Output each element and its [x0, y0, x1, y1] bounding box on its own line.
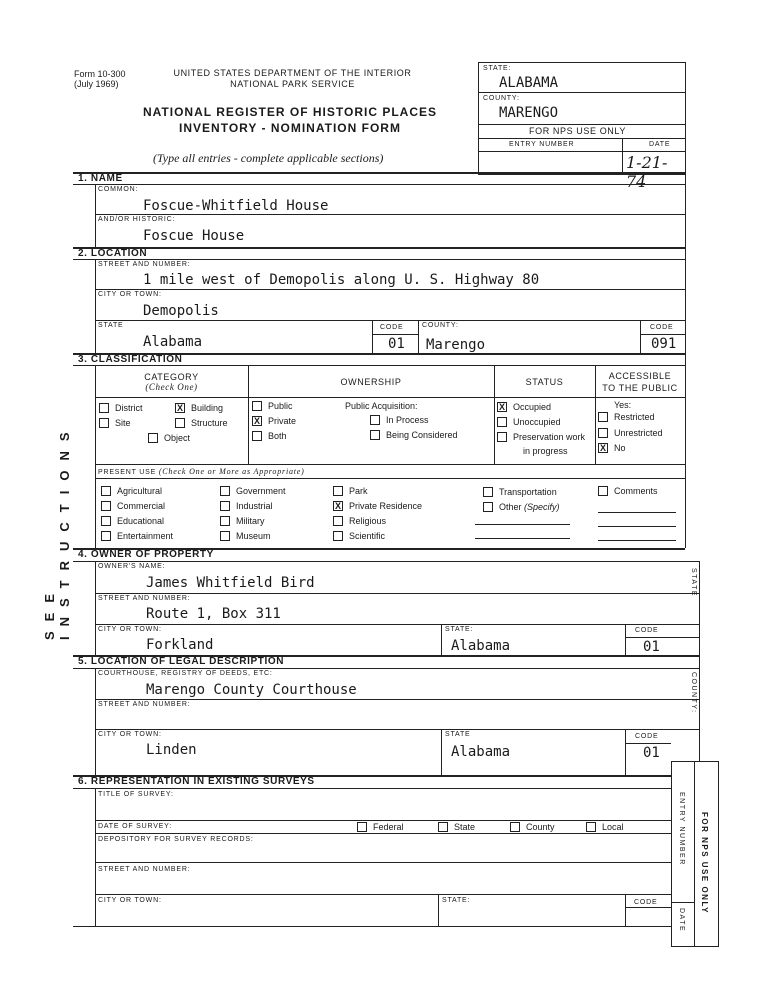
legal-code: 01: [643, 745, 660, 761]
form-title: [130, 104, 450, 136]
other-checkbox[interactable]: [483, 502, 493, 512]
owner-code-label: CODE: [635, 627, 659, 634]
use-entertainment[interactable]: Entertainment: [101, 531, 173, 541]
present-use-label: [98, 467, 305, 476]
category-district[interactable]: District: [99, 403, 143, 413]
use-government[interactable]: Government: [220, 486, 286, 496]
status-preservation[interactable]: Preservation work: [497, 432, 585, 442]
owner-state: Alabama: [451, 638, 511, 654]
form-number: [74, 69, 126, 89]
no-checkbox[interactable]: X: [599, 443, 606, 453]
comments-checkbox[interactable]: [598, 486, 608, 496]
entry-number-label: ENTRY NUMBER: [509, 141, 575, 148]
entertainment-checkbox[interactable]: [101, 531, 111, 541]
accessible-header: [595, 370, 685, 394]
nps-side-entry-number: ENTRY NUMBER: [678, 792, 685, 866]
use-museum[interactable]: Museum: [220, 531, 271, 541]
courthouse: Marengo County Courthouse: [146, 682, 357, 698]
date-label: DATE: [649, 141, 671, 148]
survey-state[interactable]: State: [438, 822, 475, 832]
survey-state-label: STATE:: [442, 897, 471, 904]
use-commercial[interactable]: Commercial: [101, 501, 165, 511]
district-checkbox[interactable]: [99, 403, 109, 413]
federal-checkbox[interactable]: [357, 822, 367, 832]
unrestricted-checkbox[interactable]: [598, 428, 608, 438]
ownership-both[interactable]: Both: [252, 431, 287, 441]
legal-side-county: COUNTY:: [690, 672, 697, 714]
section-owner-heading: 4. OWNER OF PROPERTY: [78, 549, 214, 560]
section-classification-heading: 3. CLASSIFICATION: [78, 354, 183, 365]
status-unoccupied[interactable]: Unoccupied: [497, 417, 561, 427]
in-process-checkbox[interactable]: [370, 415, 380, 425]
accessible-unrestricted[interactable]: Unrestricted: [598, 428, 663, 438]
status-occupied[interactable]: X Occupied: [498, 402, 552, 412]
courthouse-label: COURTHOUSE, REGISTRY OF DEEDS, ETC:: [98, 670, 273, 677]
use-park[interactable]: Park: [333, 486, 368, 496]
accessible-yes: Yes:: [614, 400, 632, 410]
commercial-checkbox[interactable]: [101, 501, 111, 511]
legal-state: Alabama: [451, 744, 511, 760]
agricultural-checkbox[interactable]: [101, 486, 111, 496]
preservation-checkbox[interactable]: [497, 432, 507, 442]
use-industrial[interactable]: Industrial: [220, 501, 273, 511]
title-line-2: INVENTORY - NOMINATION FORM: [179, 121, 401, 135]
accessible-no[interactable]: X No: [599, 443, 626, 453]
use-military[interactable]: Military: [220, 516, 265, 526]
state-box-county: MARENGO: [499, 105, 559, 121]
use-comments[interactable]: Comments: [598, 486, 658, 496]
nps-use-only-label: FOR NPS USE ONLY: [529, 126, 626, 136]
category-header-text: CATEGORY: [144, 372, 199, 382]
location-county-label: COUNTY:: [422, 322, 459, 329]
unoccupied-checkbox[interactable]: [497, 417, 507, 427]
religious-checkbox[interactable]: [333, 516, 343, 526]
location-city: Demopolis: [143, 303, 219, 319]
state-box: [478, 62, 686, 191]
use-other[interactable]: Other (Specify): [483, 502, 560, 512]
private-checkbox[interactable]: X: [253, 416, 260, 426]
owner-code: 01: [643, 639, 660, 655]
ownership-private[interactable]: X Private: [253, 416, 297, 426]
location-state-code: 01: [388, 336, 405, 352]
form-id: Form 10-300: [74, 69, 126, 79]
owner-name: James Whitfield Bird: [146, 575, 315, 591]
entry-date-handwritten: 1-21-74: [626, 153, 668, 191]
historic-name: Foscue House: [143, 228, 245, 244]
survey-date-label: DATE OF SURVEY:: [98, 823, 172, 830]
section-name-heading: 1. NAME: [78, 173, 123, 184]
department: UNITED STATES DEPARTMENT OF THE INTERIOR: [173, 68, 412, 78]
legal-street-label: STREET AND NUMBER:: [98, 701, 191, 708]
public-acquisition-label: Public Acquisition:: [345, 401, 418, 411]
historic-label: AND/OR HISTORIC:: [98, 216, 176, 223]
being-considered-checkbox[interactable]: [370, 430, 380, 440]
local-checkbox[interactable]: [586, 822, 596, 832]
location-state: Alabama: [143, 334, 203, 350]
common-name: Foscue-Whitfield House: [143, 198, 329, 214]
nps-side-strip: [671, 761, 719, 947]
see-instructions-text: SEE INSTRUCTIONS: [42, 422, 72, 640]
private-residence-checkbox[interactable]: X: [334, 501, 341, 511]
category-check-one: (Check One): [145, 382, 198, 392]
military-checkbox[interactable]: [220, 516, 230, 526]
legal-city: Linden: [146, 742, 197, 758]
location-state-label: STATE: [98, 322, 124, 329]
industrial-checkbox[interactable]: [220, 501, 230, 511]
legal-state-label: STATE: [445, 731, 471, 738]
survey-city-label: CITY OR TOWN:: [98, 897, 162, 904]
state-box-county-label: COUNTY:: [483, 95, 520, 102]
category-object[interactable]: Object: [148, 433, 190, 443]
location-street-label: STREET AND NUMBER:: [98, 261, 191, 268]
section-location-heading: 2. LOCATION: [78, 248, 148, 259]
county-checkbox[interactable]: [510, 822, 520, 832]
section-surveys-heading: 6. REPRESENTATION IN EXISTING SURVEYS: [78, 776, 315, 787]
accessible-header-2: TO THE PUBLIC: [602, 383, 678, 393]
survey-street-label: STREET AND NUMBER:: [98, 866, 191, 873]
owner-state-label: STATE:: [445, 626, 474, 633]
survey-local[interactable]: Local: [586, 822, 624, 832]
form-date: (July 1969): [74, 79, 119, 89]
location-county-code: 091: [651, 336, 677, 352]
legal-code-label: CODE: [635, 733, 659, 740]
scientific-checkbox[interactable]: [333, 531, 343, 541]
accessible-header-1: ACCESSIBLE: [608, 371, 672, 381]
ownership-header: OWNERSHIP: [340, 377, 402, 387]
object-checkbox[interactable]: [148, 433, 158, 443]
occupied-checkbox[interactable]: X: [498, 402, 505, 412]
category-structure[interactable]: Structure: [175, 418, 228, 428]
state-box-state: ALABAMA: [499, 75, 559, 91]
type-instructions: (Type all entries - complete applicable sections): [153, 151, 384, 165]
use-religious[interactable]: Religious: [333, 516, 386, 526]
transportation-checkbox[interactable]: [483, 487, 493, 497]
state-checkbox[interactable]: [438, 822, 448, 832]
use-agricultural[interactable]: Agricultural: [101, 486, 162, 496]
category-building[interactable]: X Building: [176, 403, 224, 413]
legal-city-label: CITY OR TOWN:: [98, 731, 162, 738]
section-legal-heading: 5. LOCATION OF LEGAL DESCRIPTION: [78, 656, 285, 667]
owner-street: Route 1, Box 311: [146, 606, 281, 622]
depository-label: DEPOSITORY FOR SURVEY RECORDS:: [98, 836, 254, 843]
service: NATIONAL PARK SERVICE: [230, 79, 355, 89]
museum-checkbox[interactable]: [220, 531, 230, 541]
location-street: 1 mile west of Demopolis along U. S. Highway 80: [143, 272, 540, 288]
present-use-title: PRESENT USE: [98, 469, 157, 476]
location-city-label: CITY OR TOWN:: [98, 291, 162, 298]
educational-checkbox[interactable]: [101, 516, 111, 526]
restricted-checkbox[interactable]: [598, 412, 608, 422]
present-use-sub: (Check One or More as Appropriate): [158, 467, 305, 476]
acquisition-being-considered[interactable]: Being Considered: [370, 430, 458, 440]
owner-side-state: STATE: [690, 568, 697, 598]
other-specify: (Specify): [524, 502, 560, 512]
government-checkbox[interactable]: [220, 486, 230, 496]
survey-code-label: CODE: [634, 899, 658, 906]
owner-city: Forkland: [146, 637, 214, 653]
survey-county[interactable]: County: [510, 822, 555, 832]
location-county-code-label: CODE: [650, 324, 674, 331]
title-line-1: NATIONAL REGISTER OF HISTORIC PLACES: [142, 105, 438, 119]
structure-checkbox[interactable]: [175, 418, 185, 428]
state-box-state-label: STATE:: [483, 65, 512, 72]
use-transportation[interactable]: Transportation: [483, 487, 557, 497]
both-checkbox[interactable]: [252, 431, 262, 441]
common-label: COMMON:: [98, 186, 139, 193]
accessible-restricted[interactable]: Restricted: [598, 412, 655, 422]
nps-side-date: DATE: [678, 908, 685, 933]
owner-street-label: STREET AND NUMBER:: [98, 595, 191, 602]
nps-side-for-nps-use-only: FOR NPS USE ONLY: [700, 812, 709, 914]
category-site[interactable]: Site: [99, 418, 131, 428]
acquisition-in-process[interactable]: In Process: [370, 415, 429, 425]
building-checkbox[interactable]: X: [176, 403, 183, 413]
public-checkbox[interactable]: [252, 401, 262, 411]
location-county: Marengo: [426, 337, 486, 353]
site-checkbox[interactable]: [99, 418, 109, 428]
park-checkbox[interactable]: [333, 486, 343, 496]
owner-city-label: CITY OR TOWN:: [98, 626, 162, 633]
use-educational[interactable]: Educational: [101, 516, 164, 526]
category-header: [95, 372, 248, 392]
survey-federal[interactable]: Federal: [357, 822, 404, 832]
owner-name-label: OWNER'S NAME:: [98, 563, 166, 570]
status-header: STATUS: [525, 377, 564, 387]
ownership-public[interactable]: Public: [252, 401, 293, 411]
see-instructions: [42, 372, 72, 640]
use-scientific[interactable]: Scientific: [333, 531, 385, 541]
survey-title-label: TITLE OF SURVEY:: [98, 791, 174, 798]
location-state-code-label: CODE: [380, 324, 404, 331]
use-private-residence[interactable]: X Private Residence: [334, 501, 423, 511]
status-preservation-line2: in progress: [523, 446, 568, 456]
agency-header: [150, 68, 435, 90]
